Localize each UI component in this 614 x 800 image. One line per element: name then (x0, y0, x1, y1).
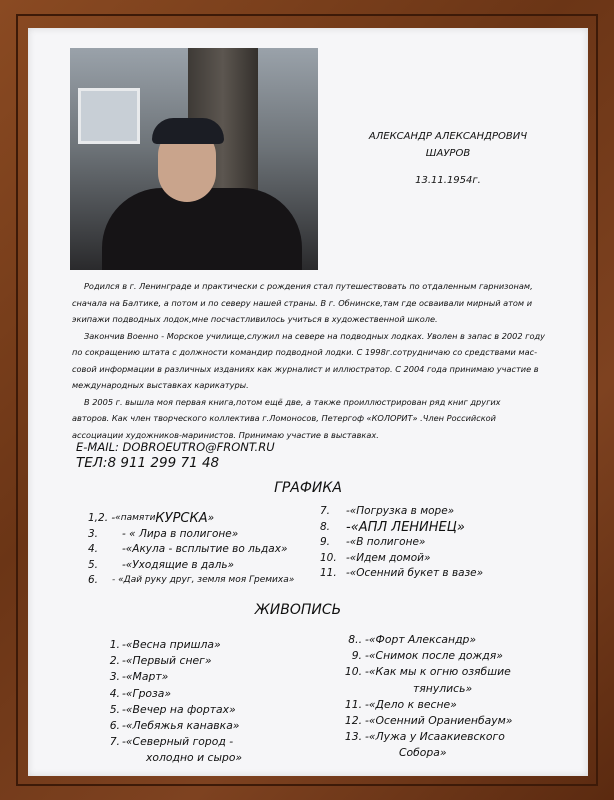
bio-line: Закончив Военно - Морское училище,служил на севере на подводных лодках. Уволен в запас в 2002 году (84, 330, 545, 341)
item-title: -«Форт Александр» (365, 633, 477, 646)
item-number: 5. (109, 702, 120, 716)
list-item (90, 702, 320, 718)
item-number (322, 681, 365, 697)
artist-header (328, 128, 568, 189)
item-number (90, 750, 122, 766)
artist-birthdate: 13.11.1954г. (415, 175, 481, 186)
photo-window (78, 88, 140, 144)
list-item (320, 504, 580, 520)
list-item (322, 648, 584, 664)
item-title: -«Снимок после дождя» (365, 649, 503, 663)
zhivopis-title: ЖИВОПИСЬ (254, 602, 342, 618)
item-title: -«АПЛ ЛЕНИНЕЦ» (346, 519, 465, 535)
item-number: 8.. (348, 633, 362, 646)
bio-line: В 2005 г. вышла моя первая книга,потом ещё две, а также проиллюстрирован ряд книг других (84, 396, 501, 407)
list-item (320, 520, 580, 536)
list-item (320, 566, 580, 582)
item-number: 7. (320, 505, 331, 517)
list-item (90, 637, 320, 653)
item-number: 6. (88, 574, 99, 586)
list-item (322, 664, 584, 680)
item-title: -«Северный город - (122, 735, 234, 749)
item-title: -«Дело к весне» (365, 697, 457, 711)
email-address: E-MAIL: DOBROEUTRO@FRONT.RU (76, 440, 275, 454)
list-item (88, 527, 318, 543)
item-title: -«Весна пришла» (122, 638, 221, 651)
item-title: -«Вечер на фортах» (122, 702, 236, 716)
list-item (88, 558, 318, 574)
list-item (322, 697, 584, 713)
phone-number: ТЕЛ:8 911 299 71 48 (76, 455, 220, 471)
item-title: -«Лужа у Исаакиевского (365, 730, 505, 744)
item-title: -«Акула - всплытие во льдах» (122, 543, 288, 555)
item-title: -«Осенний Ораниенбаум» (365, 714, 513, 728)
item-number: 11. (344, 697, 362, 711)
bio-line: сначала на Балтике, а потом и по северу нашей страны. В г. Обнинске,там где осваивали мирный атом и (72, 297, 533, 308)
grafika-list-right (320, 504, 580, 582)
item-title: - «Дай руку друг, земля моя Гремиха» (112, 575, 295, 585)
item-title: - « Лира в полигоне» (122, 527, 239, 540)
bio-line: Родился в г. Ленинграде и практически с рождения стал путешествовать по отдаленным гарнизонам, (84, 281, 533, 291)
list-item (320, 551, 580, 567)
item-title: -«Гроза» (122, 686, 172, 700)
item-title: -«В полигоне» (346, 536, 426, 548)
biography (72, 278, 562, 443)
item-title: холодно и сыро» (146, 751, 243, 765)
item-number: 1. (109, 638, 120, 651)
contacts (76, 440, 376, 471)
item-number: 9. (351, 649, 362, 663)
item-title-suffix: » (207, 512, 215, 524)
bio-line: совой информации в различных изданиях как журналист и иллюстратор. С 2004 года принимаю участие в (72, 363, 539, 374)
item-number: 3. (109, 670, 120, 684)
item-number: 2. (109, 654, 120, 668)
item-number: 7. (109, 735, 120, 749)
list-item-continuation (90, 750, 320, 766)
list-item (90, 686, 320, 702)
list-item (90, 718, 320, 734)
item-number: 6. (109, 719, 120, 733)
photo-cap (152, 118, 224, 144)
poster-sheet (28, 28, 588, 776)
item-number: 9. (320, 536, 331, 548)
item-title: -«Уходящие в даль» (122, 558, 234, 571)
portrait-photo (70, 48, 318, 270)
list-item (88, 542, 318, 558)
grafika-list-left (88, 511, 318, 589)
artist-name-line2: ШАУРОВ (425, 148, 471, 159)
item-title: -«Погрузка в море» (346, 505, 455, 517)
list-item (90, 669, 320, 685)
list-item (90, 734, 320, 750)
list-item (322, 729, 584, 745)
list-item (88, 573, 318, 589)
item-title: -«Идем домой» (346, 551, 431, 564)
artist-name-line1: АЛЕКСАНДР АЛЕКСАНДРОВИЧ (368, 131, 528, 142)
item-number: 8. (320, 520, 331, 533)
item-number: 12. (344, 714, 362, 728)
list-item (88, 511, 318, 527)
item-title: -«Осенний букет в вазе» (346, 567, 484, 579)
item-title: -«Лебяжья канавка» (122, 719, 240, 733)
bio-line: по сокращению штата с должности командир подводной лодки. С 1998г.сотрудничаю со средствами мас- (72, 347, 538, 357)
bio-line: международных выставках карикатуры. (72, 380, 249, 390)
bio-line: экипажи подводных лодок,мне посчастливилось учиться в художественной школе. (72, 314, 438, 324)
item-title: -«Как мы к огню озябшие (365, 665, 511, 679)
item-number: 10. (320, 551, 337, 564)
photo-coat (102, 188, 302, 270)
item-number: 5. (88, 558, 99, 571)
bio-line: авторов. Как член творческого коллектива г.Ломоносов, Петергоф «КОЛОРИТ» .Член Российской (72, 413, 496, 423)
item-number: 10. (344, 665, 362, 679)
zhivopis-list-right (322, 632, 584, 762)
item-number: 13. (344, 730, 362, 744)
zhivopis-list-left (90, 637, 320, 767)
list-item-continuation (322, 745, 584, 761)
item-title-emphasis: КУРСКА (155, 511, 208, 526)
list-item (322, 713, 584, 729)
list-item (320, 535, 580, 551)
item-number: 4. (109, 686, 120, 700)
item-title: -«Март» (122, 670, 169, 684)
bio-line: ассоциации художников-маринистов. Принимаю участие в выставках. (72, 429, 379, 440)
list-item-continuation (322, 681, 584, 697)
list-item (90, 653, 320, 669)
item-number: 4. (88, 543, 99, 555)
item-number: 11. (320, 567, 337, 579)
item-title: -«Первый снег» (122, 654, 212, 668)
item-number (322, 745, 365, 761)
item-number: 1,2. - (88, 512, 116, 524)
grafika-title: ГРАФИКА (274, 480, 342, 496)
item-title: Собора» (399, 746, 447, 760)
item-title: тянулись» (413, 681, 473, 695)
item-number: 3. (88, 527, 99, 540)
item-title-prefix: «памяти (115, 513, 156, 523)
list-item (322, 632, 584, 648)
